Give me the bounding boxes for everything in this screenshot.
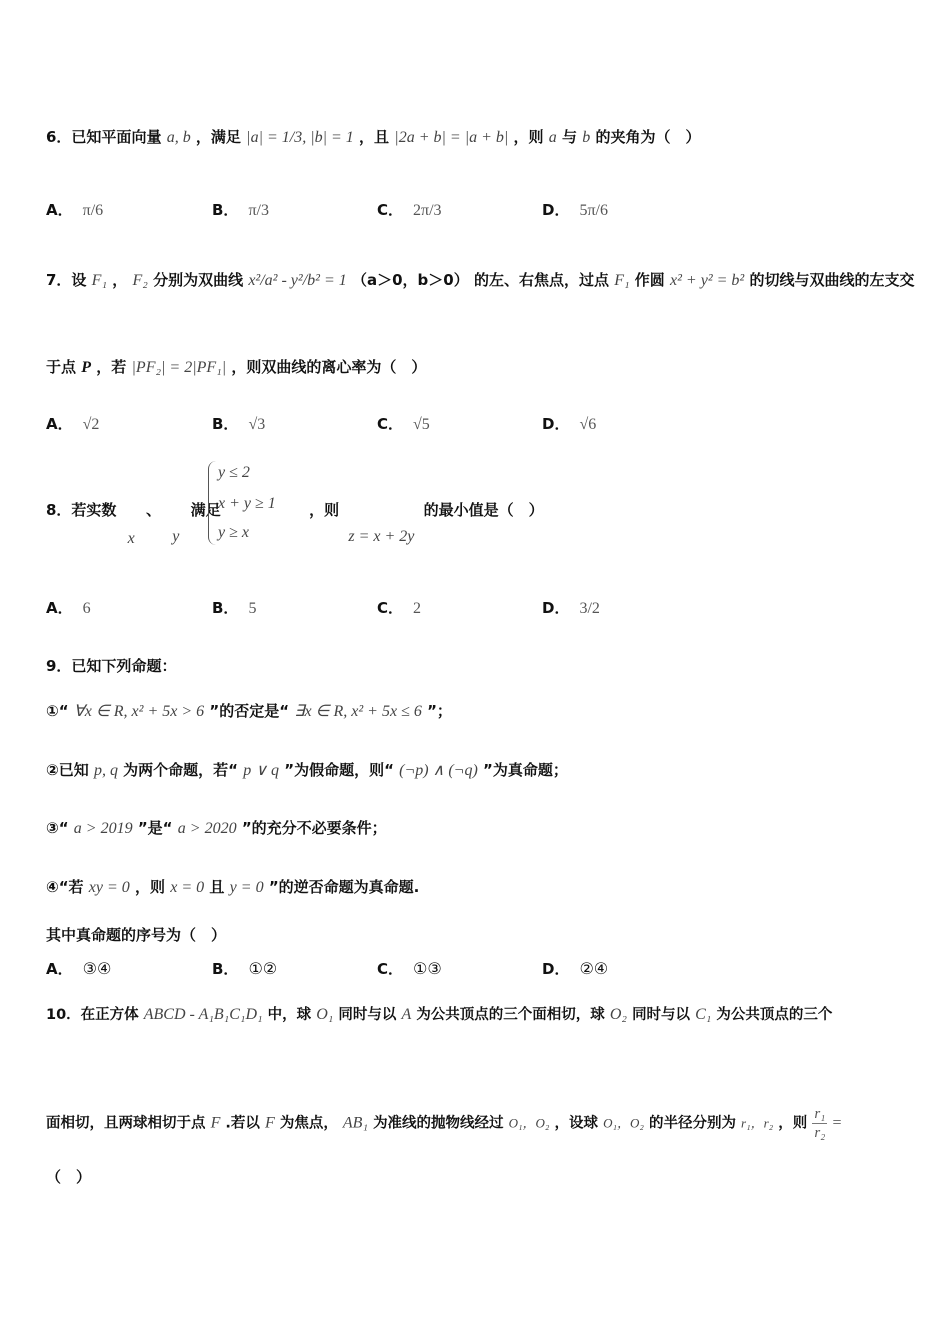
q10-r1r2: r₁，r₂ [741,1115,774,1131]
q8-x: x [127,530,135,547]
q10-text-d: 为公共顶点的三个面相切，球 [416,1007,605,1023]
option-label: C． [377,960,404,978]
item-math-1: p, q [93,762,118,779]
item-text-mid: ”是“ [137,819,173,837]
q6-cond2: |2a + b| = |a + b| [394,129,509,146]
option-value: 3/2 [579,600,600,617]
q7-line2-c: ，则双曲线的离心率为（ ） [231,358,427,376]
q8-constraint-brace [208,461,217,545]
q6-text-d: ，则 [513,128,544,146]
q7-line2-b: ，若 [96,358,127,376]
q7-text-b: 分别为双曲线 [153,271,244,289]
item-number: ④“若 [46,878,84,896]
q10-l2-e: ，设球 [554,1115,599,1132]
option-label: A． [46,201,73,219]
q10-vertex-a: A [401,1006,412,1023]
q6-text-a: 6．已知平面向量 [46,128,162,146]
q7-sep: ， [112,271,128,289]
item-math-3: (¬p) ∧ (¬q) [399,762,478,779]
q10-text-c: 同时与以 [338,1007,397,1023]
ratio-denominator: r₂ [814,1125,826,1141]
q7-f1: F₁ [91,272,108,289]
q8-text-b: 满足 [190,501,221,519]
q7-option-a [46,413,99,434]
q10-text-f: 为公共顶点的三个 [716,1007,833,1023]
item-text-end: ”； [427,702,452,720]
item-number: ②已知 [46,761,89,779]
option-label: A． [46,599,73,617]
q8-constraint-2: x + y ≥ 1 [218,495,276,512]
q6-text-b: ，满足 [195,128,241,146]
q7-option-b [212,413,265,434]
option-value: 6 [82,600,91,617]
q6-b: b [582,129,591,146]
option-value: √2 [82,416,100,433]
q7-line2 [46,357,426,378]
q6-a: a [548,129,557,146]
q6-line [46,127,701,148]
q7-option-d [542,413,596,434]
item-number: ①“ [46,702,69,720]
q10-text-b: 中，球 [267,1007,312,1023]
q10-text-e: 同时与以 [632,1007,691,1023]
option-value: 5 [248,600,257,617]
q8-sep: 、 [146,501,162,519]
q7-f2: F₂ [132,272,148,289]
item-text-end: ”的逆否命题为真命题. [268,878,420,896]
q10-line3: （ ） [46,1168,92,1186]
q6-vars: a, b [166,129,191,146]
option-value: π/3 [248,202,269,219]
item-text-mid2: 且 [209,878,225,896]
option-value: √6 [579,416,597,433]
q7-text-a: 7．设 [46,271,87,289]
q6-text-e: 的夹角为（ ） [595,128,701,146]
q7-hyperbola: x²/a² - y²/b² = 1 [248,272,347,289]
option-value: ③④ [82,959,112,978]
q6-option-b [212,199,269,220]
item-math-2: p ∨ q [243,762,279,779]
q8-z: z = x + 2y [348,528,415,545]
option-label: D． [542,201,570,219]
q10-focus-f: F [264,1114,275,1132]
item-text-mid2: ”为假命题，则“ [284,761,394,779]
option-value: π/6 [82,202,104,219]
q8-option-d [542,597,600,618]
option-label: A． [46,415,73,433]
ratio-numerator: r₁ [814,1106,826,1122]
item-math-1: a > 2019 [73,820,133,837]
q8-text-c: ，则 [309,501,340,519]
q7-circle: x² + y² = b² [670,272,745,289]
q9-option-a [46,958,111,979]
q9-option-b [212,958,277,979]
q9-item-2 [46,760,568,781]
item-number: ③“ [46,819,69,837]
q10-o1o2: O₁，O₂ [508,1115,550,1131]
option-label: D． [542,415,570,433]
option-value: ①② [248,959,278,978]
q10-l2-f: 的半径分别为 [648,1115,736,1132]
q8-option-b [212,597,256,618]
q10-l2-c: 为焦点， [279,1115,338,1132]
q10-o1: O₁ [316,1006,334,1023]
option-label: B． [212,599,239,617]
option-value: 2 [413,600,422,617]
q10-directrix: AB₁ [342,1114,368,1132]
q7-p: P [81,359,92,376]
q8-option-a [46,597,91,618]
q10-equals: = [832,1114,842,1132]
option-label: C． [377,415,404,433]
q7-text-d: 作圆 [634,271,665,289]
item-math-2: ∃x ∈ R, x² + 5x ≤ 6 [294,703,422,720]
item-text-mid: 为两个命题，若“ [123,761,239,779]
q6-cond1: |a| = 1/3, |b| = 1 [246,129,354,146]
q9-item-4 [46,877,419,898]
q9-option-d [542,958,608,979]
option-value: 2π/3 [413,202,442,219]
option-label: C． [377,201,404,219]
q8-constraint-3: y ≥ x [218,524,249,541]
q8-text-d: 的最小值是（ ） [423,501,544,519]
q6-option-a [46,199,103,220]
q6-yu: 与 [562,128,578,146]
item-math-2: x = 0 [170,879,205,896]
q7-option-c [377,413,430,434]
option-label: B． [212,201,239,219]
q10-ratio [812,1105,827,1142]
q7-relation: |PF₂| = 2|PF₁| [131,359,227,376]
q9-item-3 [46,818,387,839]
q9-item-1 [46,701,452,722]
option-label: C． [377,599,404,617]
q10-vertex-c1: C₁ [695,1006,712,1023]
q10-line1 [46,1005,832,1025]
q7-text-e: 的切线与双曲线的左支交 [749,271,915,289]
item-text-end: ”为真命题； [483,761,568,779]
q8-option-c [377,597,421,618]
option-value: ②④ [579,959,609,978]
q10-cube: ABCD - A₁B₁C₁D₁ [143,1006,263,1023]
item-math-1: xy = 0 [88,879,130,896]
option-label: B． [212,415,239,433]
q10-text-a: 10．在正方体 [46,1007,139,1023]
item-math-1: ∀x ∈ R, x² + 5x > 6 [73,703,205,720]
item-text-end: ”的充分不必要条件； [241,819,387,837]
q9-title: 9．已知下列命题： [46,657,177,675]
item-math-3: y = 0 [229,879,264,896]
item-math-2: a > 2020 [177,820,237,837]
option-value: ①③ [413,959,442,978]
q8-constraint-1: y ≤ 2 [218,464,250,481]
q10-l2-b: .若以 [225,1115,260,1132]
q7-cond: （a＞0，b＞0） [351,271,469,289]
option-label: D． [542,599,570,617]
option-label: B． [212,960,239,978]
q10-l2-a: 面相切，且两球相切于点 [46,1115,206,1132]
q7-f1b: F₁ [614,272,630,289]
q10-o2: O₂ [609,1006,627,1023]
q6-option-d [542,199,608,220]
option-label: D． [542,960,570,978]
q8-text-a: 8．若实数 [46,501,117,519]
q10-line2 [46,1105,841,1142]
option-label: A． [46,960,73,978]
q7-text-c: 的左、右焦点，过点 [473,271,609,289]
q7-line1 [46,270,914,291]
q9-option-c [377,958,442,979]
q10-l2-g: ，则 [778,1115,808,1132]
q9-question: 其中真命题的序号为（ ） [46,926,227,944]
q10-point-f: F [210,1114,221,1132]
item-text-mid: ，则 [135,878,166,896]
option-value: √5 [413,416,430,433]
q10-o1o2-b: O₁，O₂ [603,1115,644,1131]
item-text-mid: ”的否定是“ [209,702,290,720]
q6-option-c [377,199,442,220]
option-value: 5π/6 [579,202,608,219]
q6-text-c: ，且 [359,128,390,146]
q8-y: y [172,528,180,545]
option-value: √3 [248,416,266,433]
q7-line2-a: 于点 [46,358,77,376]
q10-l2-d: 为准线的抛物线经过 [373,1115,504,1132]
